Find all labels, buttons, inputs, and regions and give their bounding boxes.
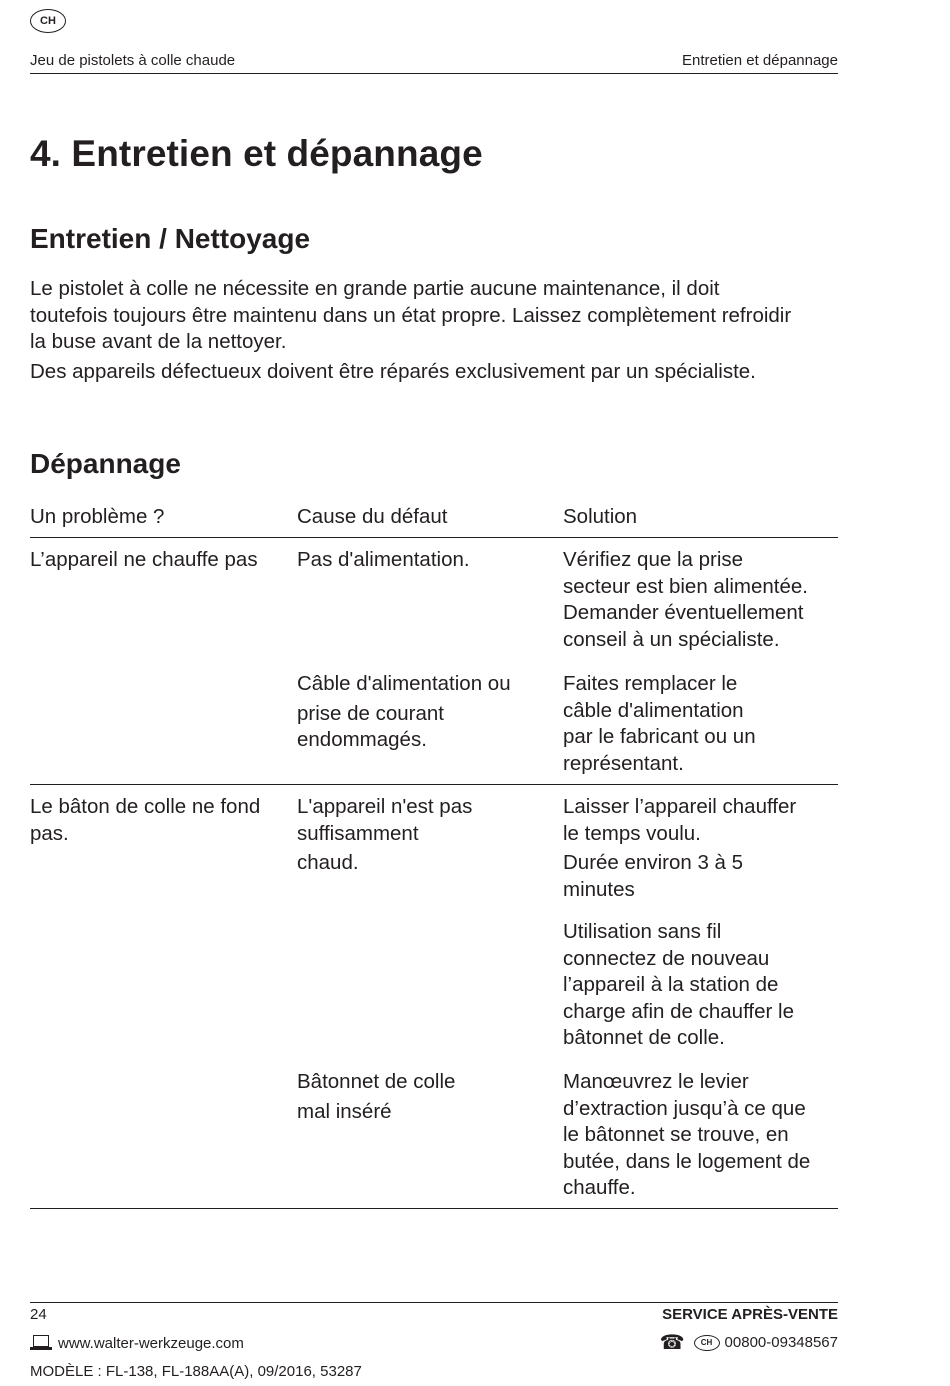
website-row (30, 1334, 244, 1352)
page-title: 4. Entretien et dépannage (30, 133, 483, 174)
footer-divider (30, 1302, 838, 1303)
phone-row (659, 1331, 838, 1354)
maintenance-line: toutefois toujours être maintenu dans un état propre. Laissez complètement refroidir (30, 303, 792, 327)
row2-cause-1: L'appareil n'est pas suffisamment chaud. (297, 795, 473, 874)
model-info: MODÈLE : FL-138, FL-188AA(A), 09/2016, 53287 (30, 1363, 362, 1380)
row2-cause-2: Bâtonnet de colle mal inséré (297, 1070, 456, 1123)
header-divider (30, 73, 838, 74)
row2-solution-1a: Laisser l’appareil chauffer le temps voulu. (563, 795, 797, 845)
telephone-icon: ☎ (659, 1331, 685, 1354)
table-header-divider (30, 537, 838, 538)
table-bottom-divider (30, 1208, 838, 1209)
country-badge: CH (30, 9, 66, 33)
maintenance-line: Le pistolet à colle ne nécessite en grande partie aucune maintenance, il doit (30, 277, 720, 300)
maintenance-heading: Entretien / Nettoyage (30, 223, 311, 254)
column-header-solution: Solution (563, 505, 638, 528)
column-header-problem: Un problème ? (30, 505, 165, 528)
website-link[interactable]: www.walter-werkzeuge.com (58, 1334, 244, 1352)
row2-solution-1c: Utilisation sans fil connectez de nouveau l’appareil à la station de charge afin de chauffer le bâtonnet de colle. (563, 920, 794, 1049)
column-header-cause: Cause du défaut (297, 505, 448, 528)
row1-cause-1: Pas d'alimentation. (297, 548, 470, 571)
table-row-divider (30, 784, 838, 785)
maintenance-paragraph-repair: Des appareils défectueux doivent être réparés exclusivement par un spécialiste. (30, 360, 756, 383)
maintenance-line: la buse avant de la nettoyer. (30, 330, 287, 353)
row1-solution-2: Faites remplacer le câble d'alimentation par le fabricant ou un représentant. (563, 672, 756, 775)
country-badge-small: CH (694, 1335, 720, 1351)
row2-problem: Le bâton de colle ne fond pas. (30, 795, 261, 845)
row1-cause-2: Câble d'alimentation ou prise de courant endommagés. (297, 672, 511, 751)
row1-problem: L’appareil ne chauffe pas (30, 548, 258, 571)
row2-solution-1b: Durée environ 3 à 5 minutes (563, 851, 744, 901)
row2-solution-2: Manœuvrez le levier d’extraction jusqu’à ce que le bâtonnet se trouve, en butée, dans le logement de chauffe. (563, 1070, 811, 1199)
header-section-title: Entretien et dépannage (682, 52, 838, 69)
service-label: SERVICE APRÈS-VENTE (662, 1306, 838, 1323)
troubleshooting-heading: Dépannage (30, 448, 181, 479)
page-number: 24 (30, 1306, 47, 1323)
row1-solution-1: Vérifiez que la prise secteur est bien alimentée. Demander éventuellement conseil à un spécialiste. (563, 548, 808, 651)
phone-number: 00800-09348567 (724, 1334, 838, 1351)
maintenance-paragraph (30, 276, 842, 356)
laptop-icon (30, 1334, 52, 1352)
header-product-title: Jeu de pistolets à colle chaude (30, 52, 236, 69)
